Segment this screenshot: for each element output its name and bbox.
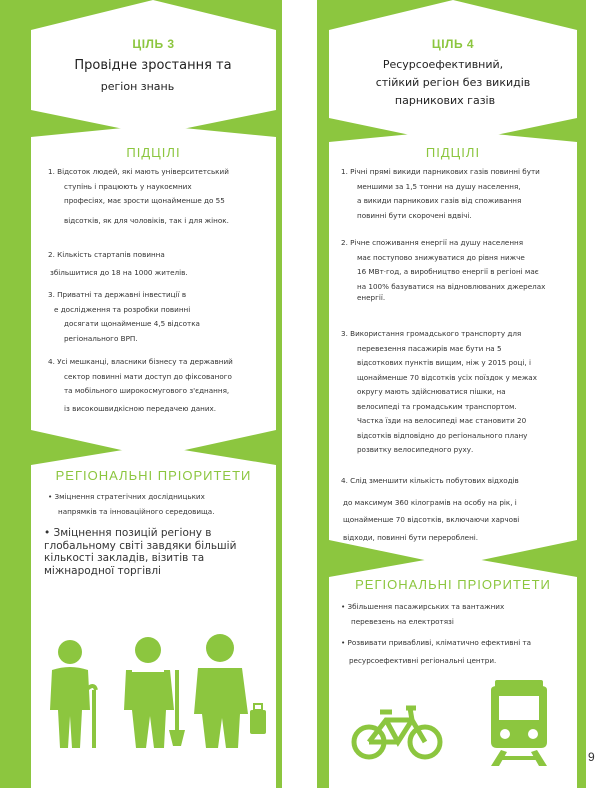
goal4-subgoals-title: ПІДЦІЛІ — [425, 145, 481, 160]
goal3-subgoal-1: 1. Відсоток людей, які мають університетський ступінь і працюють у наукоємних професіях, має зрости щонайменше до 55 відсотків, як для чоловіків, так і для жінок. — [48, 167, 229, 225]
goal4-subgoal-4: 4. Слід зменшити кількість побутових відходів до максимум 360 кілограмів на особу на рік, і щонайменше 70 відсотків, включаючи харчові відходи, повинні бути перероблені. — [341, 476, 520, 542]
people-icon — [40, 630, 268, 750]
goal3-subgoal-2: 2. Кількість стартапів повинна збільшитися до 18 на 1000 жителів. — [48, 250, 188, 277]
goal4-header-shape — [329, 0, 577, 150]
train-icon — [487, 680, 551, 766]
goal4-title-line1: Ресурсоефективний, — [382, 58, 504, 71]
bicycle-icon — [350, 700, 445, 762]
goal4-priority-1: • Збільшення пасажирських та вантажних перевезень на електротязі — [341, 602, 505, 626]
goal3-priority-2: • Зміцнення позицій регіону в глобальному світі завдяки більшій кількості закладів, візитів та міжнародної торгівлі — [44, 527, 237, 577]
goal4-label: ЦІЛЬ 4 — [431, 37, 475, 51]
goal3-label: ЦІЛЬ 3 — [132, 37, 175, 51]
goal3-subgoals-title: ПІДЦІЛІ — [126, 145, 181, 160]
goal4-title-line2: стійкий регіон без викидів — [375, 76, 531, 89]
goal3-title-line1: Провідне зростання та — [74, 58, 232, 73]
goal4-subgoal-3: 3. Використання громадського транспорту для перевезення пасажирів має бути на 5 відсоткових пунктів вищим, ніж у 2015 році, і щонайменше 70 відсотків усіх поїздок у межах округу мають здійснюватися пішки, на велосипеді та громадським транспортом. Частка їзди на велосипеді має становити 20 відсотків відповідно до регіонального плану розвитку велосипедного руху. — [341, 329, 537, 454]
goal4-priority-2: • Розвивати привабливі, кліматично ефективні та ресурсоефективні регіональні центри. — [341, 638, 532, 665]
goal4-subgoal-1: 1. Річні прямі викиди парникових газів повинні бути меншими за 1,5 тонни на душу населення, а викиди парникових газів від споживання повинні бути скорочені вдвічі. — [341, 167, 540, 220]
goal4-priorities-title: РЕГІОНАЛЬНІ ПРІОРИТЕТИ — [355, 577, 551, 592]
goal4-subgoal-2: 2. Річне споживання енергії на душу населення має поступово знижуватися до рівня нижче 16 МВт·год, а виробництво енергії в регіоні має на 100% базуватися на відновлюваних джерелах енергії. — [341, 238, 546, 302]
goal3-priority-1: • Зміцнення стратегічних дослідницьких напрямків та інноваційного середовища. — [48, 492, 215, 516]
goal4-title-line3: парникових газів — [394, 94, 496, 107]
goal3-priorities-title: РЕГІОНАЛЬНІ ПРІОРИТЕТИ — [55, 468, 252, 483]
goal3-subgoal-3: 3. Приватні та державні інвестиції в е дослідження та розробки повинні досягати щонайменше 4,5 відсотка регіонального ВРП. — [48, 290, 200, 343]
goal3-title-line2: регіон знань — [100, 80, 175, 93]
goal3-subgoal-4: 4. Усі мешканці, власники бізнесу та державний сектор повинні мати доступ до фіксованого та мобільного широкосмугового з'єднання, із високошвидкісною передачею даних. — [48, 357, 233, 413]
page-number: 9 — [588, 750, 595, 764]
